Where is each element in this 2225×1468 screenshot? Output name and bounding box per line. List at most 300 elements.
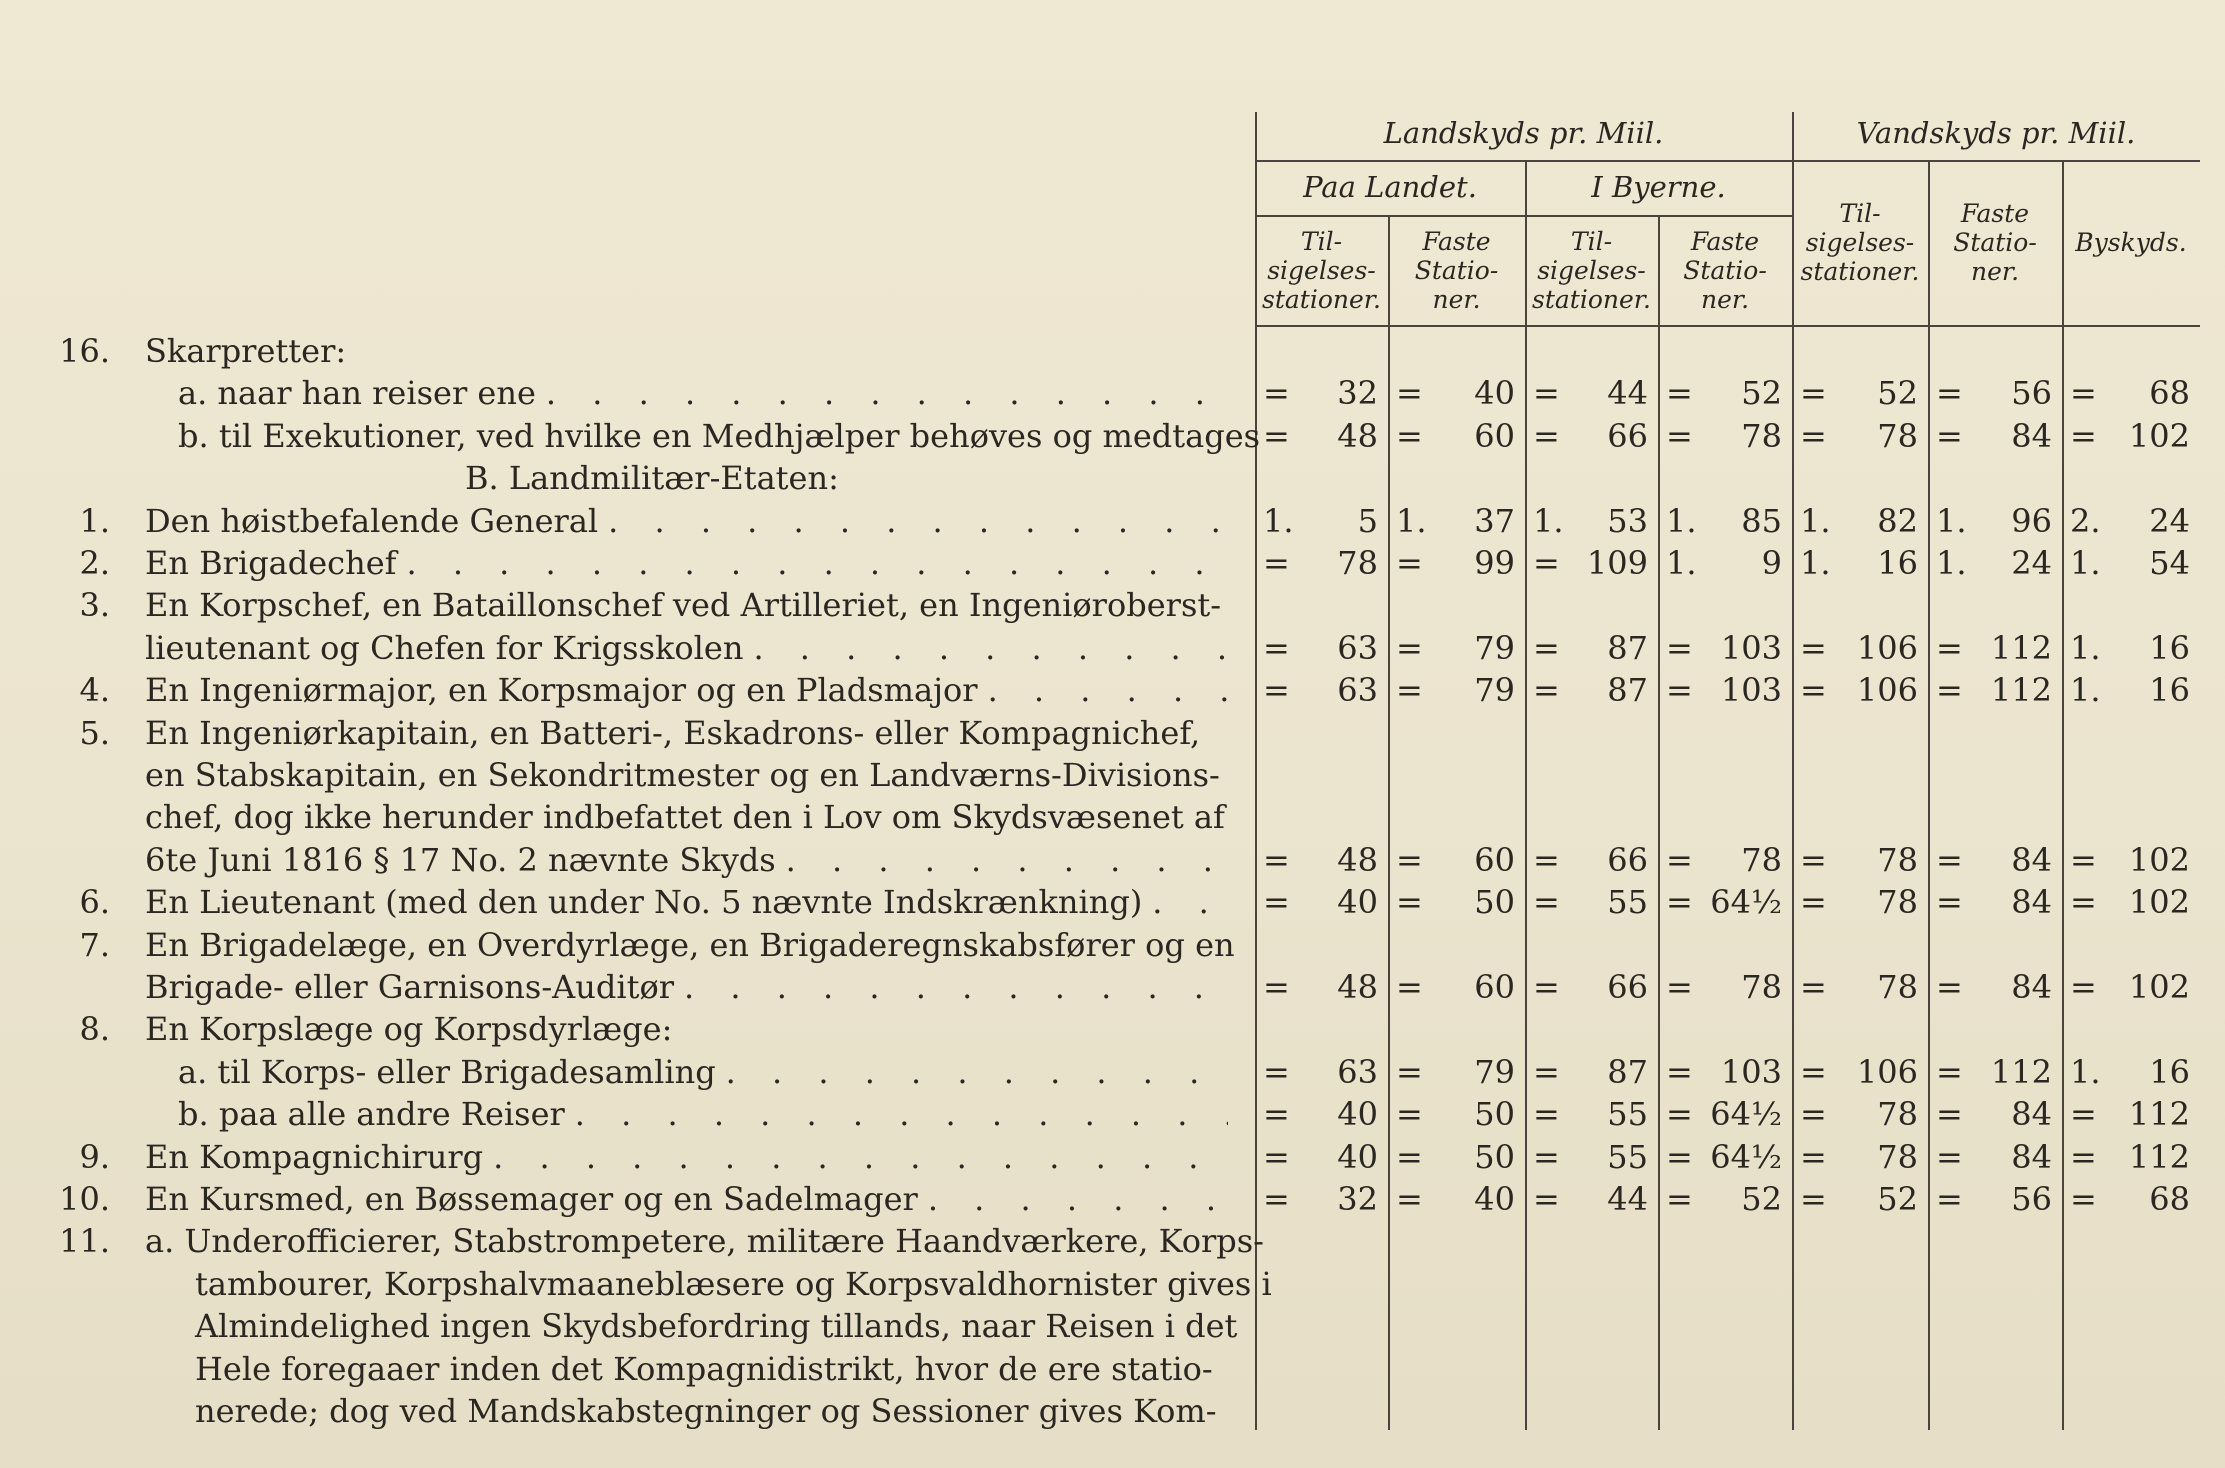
rate-value: 112 — [2128, 1095, 2190, 1134]
rate-prefix: = — [1263, 628, 1290, 667]
entry-row-16 — [0, 1008, 1250, 1050]
rate-prefix: = — [1936, 374, 1963, 413]
rate-cell-7 — [2062, 1178, 2200, 1220]
rate-value: 48 — [1337, 968, 1378, 1006]
rate-cell-3 — [1525, 627, 1658, 669]
entry-label: tambourer, Korpshalvmaaneblæsere og Korpsvaldhornister gives i — [195, 1264, 1272, 1303]
entry-row-3 — [0, 457, 1250, 499]
entry-text — [145, 627, 1228, 669]
column-header-4: Faste Statio- ner. — [1683, 226, 1767, 314]
entry-label: en Stabskapitain, en Sekondritmester og en Landværns-Divisions- — [145, 756, 1220, 794]
rate-value: 84 — [2011, 1137, 2052, 1176]
rate-value: 40 — [1337, 1137, 1378, 1176]
rate-prefix: = — [1666, 628, 1693, 667]
rate-cell-1 — [1255, 415, 1388, 457]
entry-text — [145, 1220, 1264, 1262]
rate-prefix: = — [1533, 840, 1560, 879]
rate-cell-3 — [1525, 542, 1658, 584]
rate-prefix: = — [1936, 1137, 1963, 1176]
entry-number: 10. — [59, 1180, 110, 1218]
rate-value: 87 — [1607, 628, 1648, 667]
rate-prefix: 1. — [1396, 501, 1427, 540]
entry-text — [145, 542, 1228, 584]
rate-value: 84 — [2011, 968, 2052, 1006]
entry-row-12 — [0, 839, 1250, 881]
rate-value: 64½ — [1710, 1137, 1782, 1176]
rate-prefix: = — [1263, 1052, 1290, 1091]
rate-prefix: 1. — [1263, 501, 1294, 540]
rate-prefix: 1. — [2070, 544, 2101, 582]
entry-row-8 — [0, 669, 1250, 711]
rate-value: 78 — [1877, 883, 1918, 922]
rate-value: 32 — [1337, 374, 1378, 413]
rate-prefix: = — [2070, 416, 2097, 455]
entry-label: a. Underofficierer, Stabstrompetere, militære Haandværkere, Korps- — [145, 1222, 1264, 1261]
rate-cell-7 — [2062, 669, 2200, 711]
rate-cell-7 — [2062, 1093, 2200, 1135]
rate-value: 84 — [2011, 416, 2052, 455]
rate-value: 40 — [1337, 883, 1378, 922]
entry-number: 16. — [59, 332, 110, 370]
column-header-6: Faste Statio- ner. — [1953, 199, 2037, 286]
rate-value: 78 — [1877, 1095, 1918, 1134]
entry-number: 3. — [79, 586, 110, 625]
paa-landet-header: Paa Landet. — [1303, 169, 1477, 204]
leader-dots — [406, 542, 1228, 584]
rate-cell-6 — [1928, 1178, 2062, 1220]
column-rule-5 — [1928, 160, 1930, 1430]
entry-row-7 — [0, 627, 1250, 669]
rate-value: 54 — [2149, 544, 2190, 582]
rate-prefix: = — [1936, 1180, 1963, 1218]
rate-value: 24 — [2149, 501, 2190, 540]
rate-prefix: = — [1800, 416, 1827, 455]
rate-cell-7 — [2062, 1136, 2200, 1178]
entry-row-5 — [0, 542, 1250, 584]
rate-value: 103 — [1720, 671, 1782, 710]
rate-value: 78 — [1877, 968, 1918, 1006]
rate-prefix: = — [1800, 1137, 1827, 1176]
entry-row-13 — [0, 881, 1250, 923]
rate-prefix: = — [1533, 628, 1560, 667]
entry-number: 7. — [79, 925, 110, 964]
rate-prefix: = — [1666, 968, 1693, 1006]
rate-cell-7 — [2062, 500, 2200, 542]
rate-cell-6 — [1928, 1051, 2062, 1093]
rate-prefix: = — [1936, 883, 1963, 922]
rate-cell-7 — [2062, 839, 2200, 881]
rate-value: 79 — [1474, 628, 1515, 667]
entry-text — [195, 1348, 1228, 1390]
rate-value: 87 — [1607, 1052, 1648, 1091]
rate-prefix: = — [1936, 1095, 1963, 1134]
entry-row-25 — [0, 1390, 1250, 1432]
entry-number: 2. — [79, 544, 110, 582]
leader-dots — [786, 839, 1228, 881]
rate-cell-4 — [1658, 372, 1792, 414]
entry-label: chef, dog ikke herunder indbefattet den i Lov om Skydsvæsenet af — [145, 798, 1225, 837]
rate-cell-1 — [1255, 372, 1388, 414]
rate-value: 82 — [1877, 501, 1918, 540]
rate-prefix: = — [1800, 1095, 1827, 1134]
rate-value: 44 — [1607, 1180, 1648, 1218]
rate-cell-4 — [1658, 1178, 1792, 1220]
entry-row-10 — [0, 754, 1250, 796]
entry-text — [145, 754, 1228, 796]
rate-value: 56 — [2011, 1180, 2052, 1218]
rate-prefix: 1. — [2070, 671, 2101, 710]
rate-cell-1 — [1255, 500, 1388, 542]
entry-text — [145, 1178, 1228, 1220]
rate-prefix: = — [1396, 374, 1423, 413]
header-rule-2 — [1255, 325, 2200, 327]
entry-label: En Lieutenant (med den under No. 5 nævnte Indskrænkning) — [145, 883, 1143, 922]
rate-value: 78 — [1877, 840, 1918, 879]
rate-cell-4 — [1658, 839, 1792, 881]
rate-value: 64½ — [1710, 883, 1782, 922]
leader-dots — [684, 966, 1228, 1008]
rate-prefix: = — [1533, 1137, 1560, 1176]
rate-value: 66 — [1607, 416, 1648, 455]
rate-prefix: = — [1533, 671, 1560, 710]
rate-cell-5 — [1792, 1051, 1928, 1093]
rate-cell-5 — [1792, 881, 1928, 923]
leader-dots — [726, 1051, 1228, 1093]
entry-text — [465, 457, 1228, 499]
entry-row-19 — [0, 1136, 1250, 1178]
entry-label: b. til Exekutioner, ved hvilke en Medhjælper behøves og medtages — [178, 416, 1261, 455]
rate-cell-2 — [1388, 1051, 1525, 1093]
rate-cell-6 — [1928, 627, 2062, 669]
rate-value: 106 — [1856, 671, 1918, 710]
rate-cell-3 — [1525, 1051, 1658, 1093]
rate-value: 78 — [1877, 416, 1918, 455]
entry-text — [178, 372, 1228, 414]
rate-cell-1 — [1255, 1136, 1388, 1178]
rate-prefix: 1. — [2070, 628, 2101, 667]
rate-value: 60 — [1474, 840, 1515, 879]
rate-prefix: = — [1800, 840, 1827, 879]
entry-text — [178, 415, 1261, 457]
rate-prefix: = — [1666, 883, 1693, 922]
rate-value: 106 — [1856, 1052, 1918, 1091]
rate-cell-2 — [1388, 839, 1525, 881]
rate-value: 48 — [1337, 416, 1378, 455]
rate-prefix: = — [1263, 1095, 1290, 1134]
rate-prefix: = — [2070, 968, 2097, 1006]
entry-text — [178, 1051, 1228, 1093]
rate-prefix: = — [2070, 1095, 2097, 1134]
rate-cell-6 — [1928, 966, 2062, 1008]
rate-cell-1 — [1255, 627, 1388, 669]
rate-prefix: = — [1936, 671, 1963, 710]
rate-value: 106 — [1856, 628, 1918, 667]
rate-prefix: = — [1800, 1052, 1827, 1091]
rate-cell-7 — [2062, 966, 2200, 1008]
rate-prefix: = — [1800, 374, 1827, 413]
entry-text — [145, 796, 1228, 838]
rate-value: 37 — [1474, 501, 1515, 540]
rate-prefix: = — [1396, 883, 1423, 922]
rate-value: 24 — [2011, 544, 2052, 582]
entry-label: En Ingeniørmajor, en Korpsmajor og en Pladsmajor — [145, 671, 978, 710]
rate-cell-2 — [1388, 372, 1525, 414]
rate-cell-4 — [1658, 669, 1792, 711]
entry-number: 4. — [79, 671, 110, 710]
rate-cell-5 — [1792, 627, 1928, 669]
rate-cell-1 — [1255, 839, 1388, 881]
entry-row-22 — [0, 1263, 1272, 1305]
entry-text — [195, 1263, 1272, 1305]
entry-row-6 — [0, 584, 1250, 626]
rate-cell-5 — [1792, 372, 1928, 414]
rate-value: 16 — [2149, 671, 2190, 710]
column-rule-2 — [1525, 160, 1527, 1430]
rate-cell-4 — [1658, 500, 1792, 542]
entry-label: En Ingeniørkapitain, en Batteri-, Eskadrons- eller Kompagnichef, — [145, 713, 1201, 752]
rate-cell-4 — [1658, 415, 1792, 457]
rate-cell-2 — [1388, 1136, 1525, 1178]
entry-row-4 — [0, 500, 1250, 542]
entry-text — [145, 881, 1228, 923]
rate-cell-3 — [1525, 415, 1658, 457]
rate-prefix: = — [1800, 1180, 1827, 1218]
rate-value: 52 — [1741, 374, 1782, 413]
entry-text — [178, 1093, 1228, 1135]
rate-value: 84 — [2011, 883, 2052, 922]
rate-prefix: = — [1396, 1137, 1423, 1176]
rate-cell-5 — [1792, 1093, 1928, 1135]
rate-value: 102 — [2128, 840, 2190, 879]
leader-dots — [1152, 881, 1228, 923]
rate-value: 78 — [1337, 544, 1378, 582]
entry-label: En Brigadelæge, en Overdyrlæge, en Brigaderegnskabsfører og en — [145, 925, 1235, 964]
entry-number: 11. — [59, 1222, 110, 1261]
rate-cell-2 — [1388, 669, 1525, 711]
rate-prefix: = — [1666, 1052, 1693, 1091]
rate-prefix: = — [1666, 1095, 1693, 1134]
rate-value: 66 — [1607, 840, 1648, 879]
rate-value: 50 — [1474, 1095, 1515, 1134]
rate-prefix: = — [1263, 671, 1290, 710]
rate-prefix: = — [1396, 416, 1423, 455]
rate-value: 52 — [1741, 1180, 1782, 1218]
rate-cell-6 — [1928, 372, 2062, 414]
entry-text — [145, 1008, 1228, 1050]
rate-value: 68 — [2149, 374, 2190, 413]
rate-value: 55 — [1607, 1095, 1648, 1134]
entry-number: 9. — [79, 1137, 110, 1176]
rate-value: 55 — [1607, 1137, 1648, 1176]
entry-label: Den høistbefalende General — [145, 501, 599, 540]
rate-prefix: = — [1533, 968, 1560, 1006]
entry-number: 5. — [79, 713, 110, 752]
rate-value: 79 — [1474, 1052, 1515, 1091]
rate-cell-4 — [1658, 881, 1792, 923]
rate-value: 60 — [1474, 416, 1515, 455]
entry-row-21 — [0, 1220, 1264, 1262]
rate-prefix: = — [1396, 544, 1423, 582]
rate-cell-5 — [1792, 415, 1928, 457]
rate-value: 78 — [1741, 840, 1782, 879]
entry-row-23 — [0, 1305, 1250, 1347]
rate-value: 87 — [1607, 671, 1648, 710]
rate-cell-7 — [2062, 627, 2200, 669]
leader-dots — [493, 1136, 1228, 1178]
rate-cell-1 — [1255, 966, 1388, 1008]
rate-value: 84 — [2011, 1095, 2052, 1134]
entry-label: En Brigadechef — [145, 544, 397, 582]
entry-label: Brigade- eller Garnisons-Auditør — [145, 968, 674, 1006]
rate-value: 85 — [1741, 501, 1782, 540]
rate-prefix: = — [1396, 1052, 1423, 1091]
rate-cell-3 — [1525, 1178, 1658, 1220]
rate-prefix: = — [1533, 883, 1560, 922]
entry-label: En Korpslæge og Korpsdyrlæge: — [145, 1010, 673, 1049]
entry-row-9 — [0, 712, 1250, 754]
rate-prefix: = — [1936, 1052, 1963, 1091]
entry-label: En Kompagnichirurg — [145, 1137, 484, 1176]
rate-value: 63 — [1337, 1052, 1378, 1091]
entry-row-15 — [0, 966, 1250, 1008]
rate-value: 16 — [2149, 628, 2190, 667]
entry-text — [145, 966, 1228, 1008]
rate-cell-6 — [1928, 669, 2062, 711]
rate-value: 56 — [2011, 374, 2052, 413]
entry-number: 1. — [79, 501, 110, 540]
rate-prefix: 1. — [1666, 501, 1697, 540]
entry-text — [145, 1136, 1228, 1178]
rate-prefix: = — [1263, 883, 1290, 922]
rate-value: 48 — [1337, 840, 1378, 879]
rate-prefix: = — [2070, 883, 2097, 922]
rate-cell-5 — [1792, 669, 1928, 711]
column-header-1: Til- sigelses- stationer. — [1262, 226, 1381, 314]
entry-label: b. paa alle andre Reiser — [178, 1095, 565, 1134]
rate-prefix: = — [1800, 968, 1827, 1006]
entry-row-1 — [0, 372, 1250, 414]
rate-prefix: = — [1263, 968, 1290, 1006]
rate-cell-4 — [1658, 966, 1792, 1008]
rate-value: 16 — [1877, 544, 1918, 582]
entry-number: 8. — [79, 1010, 110, 1049]
rate-cell-2 — [1388, 627, 1525, 669]
rate-cell-6 — [1928, 881, 2062, 923]
rate-prefix: = — [1936, 628, 1963, 667]
rate-cell-4 — [1658, 1051, 1792, 1093]
rate-value: 103 — [1720, 1052, 1782, 1091]
rate-cell-6 — [1928, 839, 2062, 881]
rate-prefix: = — [2070, 374, 2097, 413]
entry-label: Hele foregaaer inden det Kompagnidistrikt, hvor de ere statio- — [195, 1349, 1213, 1388]
entry-label: 6te Juni 1816 § 17 No. 2 nævnte Skyds — [145, 840, 776, 879]
rate-prefix: 2. — [2070, 501, 2101, 540]
rate-value: 40 — [1337, 1095, 1378, 1134]
vandskyds-header: Vandskyds pr. Miil. — [1856, 115, 2136, 150]
rate-prefix: = — [1396, 671, 1423, 710]
leader-dots — [988, 669, 1228, 711]
rate-prefix: = — [1263, 1137, 1290, 1176]
rate-value: 55 — [1607, 883, 1648, 922]
entry-text — [145, 330, 1228, 372]
leader-dots — [753, 627, 1228, 669]
rate-prefix: = — [1666, 1180, 1693, 1218]
rate-prefix: = — [1533, 1180, 1560, 1218]
rate-cell-4 — [1658, 542, 1792, 584]
rate-prefix: = — [1666, 416, 1693, 455]
entry-text — [195, 1305, 1238, 1347]
rate-prefix: = — [1666, 840, 1693, 879]
rate-prefix: 1. — [1936, 544, 1967, 582]
rate-value: 109 — [1586, 544, 1648, 582]
rate-prefix: 1. — [1936, 501, 1967, 540]
rate-value: 103 — [1720, 628, 1782, 667]
rate-cell-1 — [1255, 1051, 1388, 1093]
rate-cell-4 — [1658, 627, 1792, 669]
rate-prefix: = — [1396, 1095, 1423, 1134]
rate-prefix: 1. — [1533, 501, 1564, 540]
rate-value: 102 — [2128, 968, 2190, 1006]
rate-cell-3 — [1525, 500, 1658, 542]
rate-cell-6 — [1928, 1093, 2062, 1135]
rate-prefix: = — [1666, 671, 1693, 710]
leader-dots — [608, 500, 1228, 542]
rate-value: 102 — [2128, 416, 2190, 455]
rate-cell-1 — [1255, 669, 1388, 711]
leader-dots — [546, 372, 1228, 414]
rate-cell-2 — [1388, 881, 1525, 923]
rate-cell-6 — [1928, 1136, 2062, 1178]
entry-row-0 — [0, 330, 1250, 372]
rate-value: 53 — [1607, 501, 1648, 540]
rate-value: 50 — [1474, 1137, 1515, 1176]
entry-row-24 — [0, 1348, 1250, 1390]
rate-cell-4 — [1658, 1136, 1792, 1178]
rate-prefix: = — [1263, 544, 1290, 582]
rate-prefix: = — [1533, 1095, 1560, 1134]
rate-cell-2 — [1388, 1178, 1525, 1220]
rate-prefix: 1. — [2070, 1052, 2101, 1091]
rate-cell-2 — [1388, 500, 1525, 542]
entry-text — [145, 500, 1228, 542]
rate-prefix: 1. — [1666, 544, 1697, 582]
leader-dots — [928, 1178, 1228, 1220]
landskyds-header: Landskyds pr. Miil. — [1383, 115, 1664, 150]
rate-value: 40 — [1474, 1180, 1515, 1218]
rate-cell-5 — [1792, 1178, 1928, 1220]
rate-cell-7 — [2062, 881, 2200, 923]
rate-prefix: = — [1666, 374, 1693, 413]
rate-prefix: = — [1800, 628, 1827, 667]
rate-prefix: = — [1263, 1180, 1290, 1218]
rate-cell-2 — [1388, 415, 1525, 457]
rate-cell-5 — [1792, 542, 1928, 584]
rate-cell-1 — [1255, 1093, 1388, 1135]
i-byerne-header: I Byerne. — [1591, 169, 1726, 204]
rate-value: 68 — [2149, 1180, 2190, 1218]
column-rule-6 — [2062, 160, 2064, 1430]
rate-cell-2 — [1388, 966, 1525, 1008]
rate-value: 79 — [1474, 671, 1515, 710]
rate-value: 9 — [1761, 544, 1782, 582]
rate-prefix: = — [2070, 1137, 2097, 1176]
rate-prefix: = — [1396, 840, 1423, 879]
rate-prefix: = — [2070, 840, 2097, 879]
rate-value: 40 — [1474, 374, 1515, 413]
rate-cell-7 — [2062, 542, 2200, 584]
rate-cell-6 — [1928, 542, 2062, 584]
rate-cell-5 — [1792, 966, 1928, 1008]
